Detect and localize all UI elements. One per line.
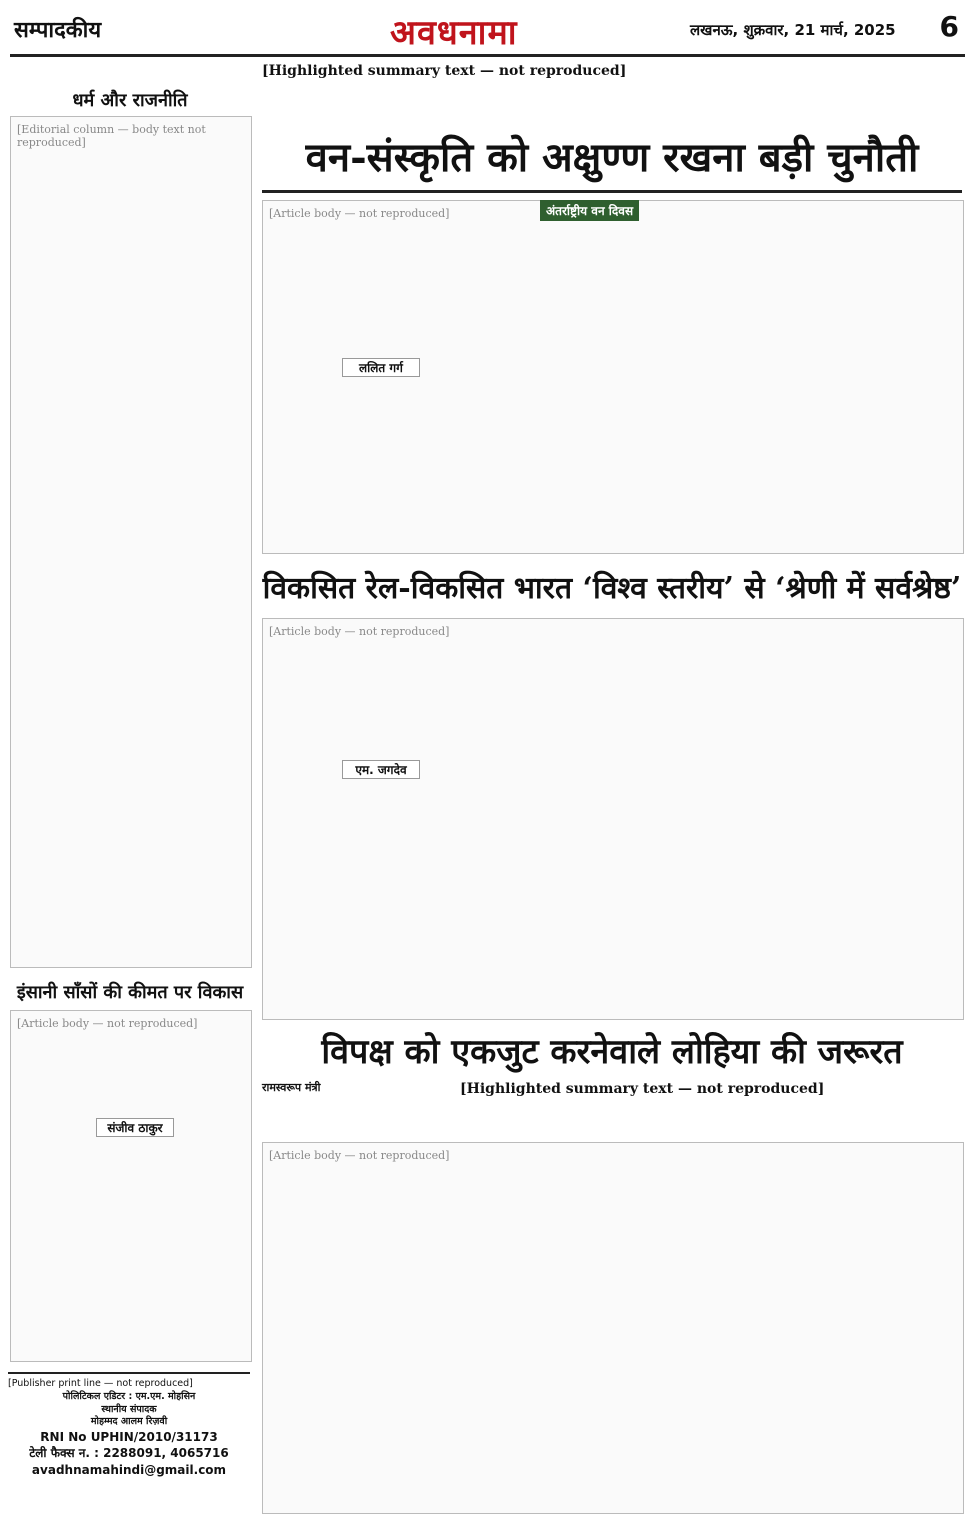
lohia-headline: विपक्ष को एकजुट करनेवाले लोहिया की जरूरत — [321, 1032, 903, 1072]
email: avadhnamahindi@gmail.com — [31, 1462, 227, 1477]
rail-byline: एम. जगदेव — [342, 760, 420, 779]
forest-tag: अंतर्राष्ट्रीय वन दिवस — [540, 200, 639, 221]
forest-rule — [262, 190, 962, 193]
forest-body: [Article body — not reproduced] — [262, 200, 964, 554]
left-column-body: [Editorial column — body text not reproduced] — [10, 116, 252, 968]
page-number: 6 — [939, 10, 959, 43]
political-editor: पोलिटिकल एडिटर : एम.एम. मोहसिन — [62, 1390, 196, 1402]
forest-byline: ललित गर्ग — [342, 358, 420, 377]
pollution-byline: संजीव ठाकुर — [96, 1118, 174, 1137]
imprint — [8, 1372, 250, 1518]
forest-kicker: [Highlighted summary text — not reproduced] — [262, 63, 627, 79]
local-editor: मोहम्मद आलम रिज़वी — [90, 1416, 168, 1428]
rni-number: RNI No UPHIN/2010/31173 — [40, 1430, 218, 1445]
imprint-text: [Publisher print line — not reproduced] — [8, 1378, 193, 1389]
dateline: लखनऊ, शुक्रवार, 21 मार्च, 2025 — [690, 21, 896, 39]
rail-body: [Article body — not reproduced] — [262, 618, 964, 1020]
left-column-headline: धर्म और राजनीति — [72, 90, 188, 111]
pollution-body: [Article body — not reproduced] — [10, 1010, 252, 1362]
pollution-headline: इंसानी साँसों की कीमत पर विकास — [16, 982, 244, 1003]
rail-headline: विकसित रेल-विकसित भारत ‘विश्व स्तरीय’ से ‘श्रेणी में सर्वश्रेष्ठ’ — [262, 571, 962, 606]
lohia-author: रामस्वरूप मंत्री — [262, 1081, 321, 1094]
masthead — [10, 6, 965, 57]
lohia-kicker: [Highlighted summary text — not reproduced] — [460, 1081, 825, 1097]
section-label: सम्पादकीय — [14, 18, 102, 43]
phone: टेली फैक्स न. : 2288091, 4065716 — [29, 1446, 229, 1461]
lohia-body: [Article body — not reproduced] — [262, 1142, 964, 1514]
local-editor-title: स्थानीय संपादक — [101, 1403, 157, 1415]
newspaper-logo: अवधनामा — [390, 13, 518, 53]
forest-headline: वन-संस्कृति को अक्षुण्ण रखना बड़ी चुनौती — [305, 134, 919, 181]
